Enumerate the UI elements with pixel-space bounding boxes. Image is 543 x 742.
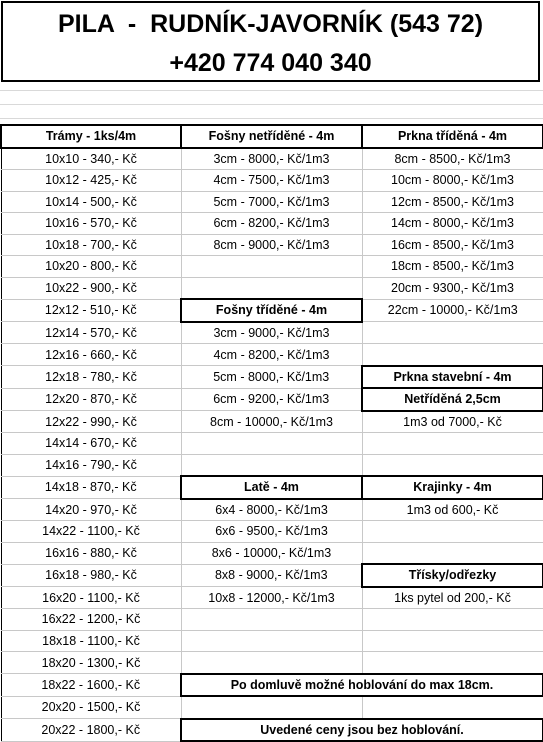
trisky-price: 1ks pytel od 200,- Kč (362, 587, 543, 609)
prkna-tridena-item: 12cm - 8500,- Kč/1m3 (362, 191, 543, 213)
empty-cell (362, 609, 543, 631)
table-row (1, 454, 543, 476)
prkna-stavebni-subtitle: Netříděná 2,5cm (362, 388, 543, 411)
table-row (1, 234, 543, 256)
fosny-netridene-header: Fošny netříděné - 4m (181, 125, 362, 148)
trams-item: 10x18 - 700,- Kč (1, 234, 181, 256)
trisky-header: Třísky/odřezky (362, 564, 543, 587)
table-row (1, 630, 543, 652)
table-row (1, 256, 543, 278)
trams-item: 16x18 - 980,- Kč (1, 564, 181, 587)
late-header: Latě - 4m (181, 476, 362, 499)
table-row (1, 388, 543, 411)
empty-cell (181, 256, 362, 278)
trams-item: 14x22 - 1100,- Kč (1, 521, 181, 543)
trams-item: 12x12 - 510,- Kč (1, 299, 181, 322)
empty-cell (181, 277, 362, 299)
spacer-line (0, 90, 543, 91)
table-row (1, 322, 543, 344)
prkna-stavebni-price: 1m3 od 7000,- Kč (362, 411, 543, 433)
table-row (1, 191, 543, 213)
fosny-netridene-item: 5cm - 7000,- Kč/1m3 (181, 191, 362, 213)
trams-item: 12x18 - 780,- Kč (1, 366, 181, 389)
prkna-tridena-item: 14cm - 8000,- Kč/1m3 (362, 213, 543, 235)
table-row (1, 148, 543, 170)
late-item: 8x8 - 9000,- Kč/1m3 (181, 564, 362, 587)
trams-item: 12x20 - 870,- Kč (1, 388, 181, 411)
krajinky-price: 1m3 od 600,- Kč (362, 499, 543, 521)
empty-cell (362, 322, 543, 344)
sawmill-header (1, 1, 540, 82)
empty-cell (181, 433, 362, 455)
trams-item: 12x14 - 570,- Kč (1, 322, 181, 344)
krajinky-header: Krajinky - 4m (362, 476, 543, 499)
trams-item: 12x16 - 660,- Kč (1, 344, 181, 366)
table-row (1, 344, 543, 366)
trams-item: 10x14 - 500,- Kč (1, 191, 181, 213)
prkna-tridena-item: 8cm - 8500,- Kč/1m3 (362, 148, 543, 170)
trams-item: 10x20 - 800,- Kč (1, 256, 181, 278)
trams-item: 20x20 - 1500,- Kč (1, 696, 181, 719)
trams-item: 20x22 - 1800,- Kč (1, 719, 181, 742)
table-row (1, 696, 543, 719)
spacer-line (0, 104, 543, 105)
table-row (1, 499, 543, 521)
table-row (1, 674, 543, 697)
table-row (1, 433, 543, 455)
fosny-tridene-item: 5cm - 8000,- Kč/1m3 (181, 366, 362, 389)
empty-cell (181, 609, 362, 631)
table-row (1, 564, 543, 587)
prkna-tridena-item: 10cm - 8000,- Kč/1m3 (362, 170, 543, 192)
fosny-netridene-item: 8cm - 9000,- Kč/1m3 (181, 234, 362, 256)
phone-number: +420 774 040 340 (169, 49, 372, 77)
trams-item: 10x22 - 900,- Kč (1, 277, 181, 299)
no-planing-note: Uvedené ceny jsou bez hoblování. (181, 719, 543, 742)
late-item: 8x6 - 10000,- Kč/1m3 (181, 542, 362, 564)
table-row (1, 587, 543, 609)
fosny-tridene-item: 6cm - 9200,- Kč/1m3 (181, 388, 362, 411)
empty-cell (362, 454, 543, 476)
late-item: 6x4 - 8000,- Kč/1m3 (181, 499, 362, 521)
empty-cell (362, 521, 543, 543)
prkna-tridena-item: 18cm - 8500,- Kč/1m3 (362, 256, 543, 278)
spacer-line (0, 118, 543, 119)
empty-cell (362, 696, 543, 719)
trams-item: 16x22 - 1200,- Kč (1, 609, 181, 631)
trams-item: 10x16 - 570,- Kč (1, 213, 181, 235)
fosny-tridene-header: Fošny tříděné - 4m (181, 299, 362, 322)
trams-item: 10x12 - 425,- Kč (1, 170, 181, 192)
trams-item: 18x22 - 1600,- Kč (1, 674, 181, 697)
empty-cell (362, 433, 543, 455)
trams-item: 14x18 - 870,- Kč (1, 476, 181, 499)
trams-header: Trámy - 1ks/4m (1, 125, 181, 148)
table-row (1, 125, 543, 148)
table-row (1, 213, 543, 235)
prkna-tridena-item: 16cm - 8500,- Kč/1m3 (362, 234, 543, 256)
fosny-netridene-item: 6cm - 8200,- Kč/1m3 (181, 213, 362, 235)
trams-item: 12x22 - 990,- Kč (1, 411, 181, 433)
empty-cell (181, 454, 362, 476)
trams-item: 16x16 - 880,- Kč (1, 542, 181, 564)
empty-cell (362, 344, 543, 366)
trams-item: 14x16 - 790,- Kč (1, 454, 181, 476)
sawmill-name: PILA - RUDNÍK-JAVORNÍK (543 72) (57, 10, 484, 38)
table-row (1, 366, 543, 389)
fosny-netridene-item: 3cm - 8000,- Kč/1m3 (181, 148, 362, 170)
trams-item: 16x20 - 1100,- Kč (1, 587, 181, 609)
table-row (1, 521, 543, 543)
table-row (1, 411, 543, 433)
fosny-tridene-item: 4cm - 8200,- Kč/1m3 (181, 344, 362, 366)
empty-cell (362, 542, 543, 564)
prkna-tridena-item: 22cm - 10000,- Kč/1m3 (362, 299, 543, 322)
empty-cell (362, 652, 543, 674)
fosny-tridene-item: 3cm - 9000,- Kč/1m3 (181, 322, 362, 344)
empty-cell (181, 652, 362, 674)
prkna-tridena-header: Prkna tříděná - 4m (362, 125, 543, 148)
fosny-tridene-item: 8cm - 10000,- Kč/1m3 (181, 411, 362, 433)
empty-cell (362, 630, 543, 652)
table-row (1, 277, 543, 299)
trams-item: 14x14 - 670,- Kč (1, 433, 181, 455)
late-item: 10x8 - 12000,- Kč/1m3 (181, 587, 362, 609)
table-row (1, 719, 543, 742)
trams-item: 18x18 - 1100,- Kč (1, 630, 181, 652)
prkna-stavebni-header: Prkna stavební - 4m (362, 366, 543, 389)
table-row (1, 652, 543, 674)
trams-item: 18x20 - 1300,- Kč (1, 652, 181, 674)
planing-note: Po domluvě možné hoblování do max 18cm. (181, 674, 543, 697)
trams-item: 10x10 - 340,- Kč (1, 148, 181, 170)
price-table (0, 124, 543, 742)
empty-cell (181, 696, 362, 719)
empty-cell (181, 630, 362, 652)
table-row (1, 299, 543, 322)
table-row (1, 170, 543, 192)
fosny-netridene-item: 4cm - 7500,- Kč/1m3 (181, 170, 362, 192)
table-row (1, 609, 543, 631)
late-item: 6x6 - 9500,- Kč/1m3 (181, 521, 362, 543)
prkna-tridena-item: 20cm - 9300,- Kč/1m3 (362, 277, 543, 299)
trams-item: 14x20 - 970,- Kč (1, 499, 181, 521)
table-row (1, 542, 543, 564)
table-row (1, 476, 543, 499)
